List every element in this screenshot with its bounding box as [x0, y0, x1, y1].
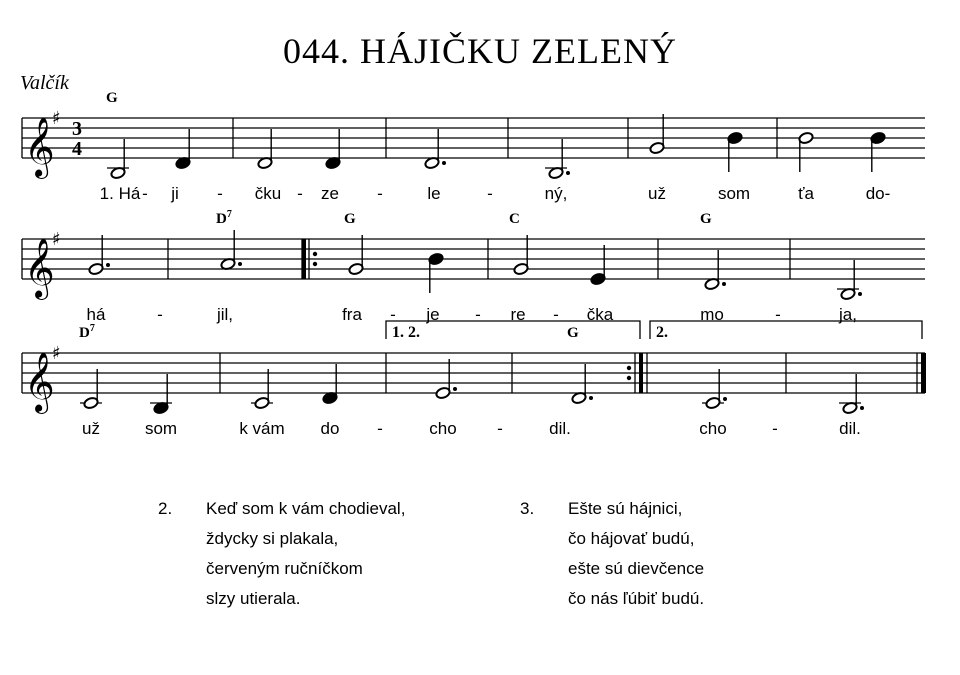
lyric-hyphen: - — [775, 305, 781, 324]
chord-symbol: C — [509, 211, 520, 227]
lyric-hyphen: - — [297, 184, 303, 203]
lyric-syllable: som — [717, 184, 751, 203]
song-title: 044. HÁJIČKU ZELENÝ — [283, 31, 677, 71]
verse-line: Ešte sú hájnici, — [568, 499, 683, 518]
final-barline-thick — [921, 353, 926, 393]
lyric-syllable: je — [426, 305, 440, 324]
verse-line: ždycky si plakala, — [206, 529, 339, 548]
lyric-syllable: čka — [586, 305, 614, 324]
lyric-hyphen: - — [475, 305, 481, 324]
lyric-hyphen: - — [377, 419, 383, 438]
lyric-syllable: už — [82, 419, 100, 438]
sharp-icon: ♯ — [52, 229, 61, 250]
chord-symbol: G — [344, 211, 356, 227]
repeat-dot — [313, 252, 317, 256]
augmentation-dot — [722, 282, 726, 286]
time-signature-bottom: 4 — [72, 138, 82, 160]
lyric-syllable: k vám — [239, 419, 285, 438]
lyric-hyphen: - — [142, 184, 148, 203]
lyric-syllable: do- — [865, 184, 891, 203]
volta-label-2: 2. — [656, 324, 668, 341]
lyric-syllable: re — [510, 305, 526, 324]
volta-bracket-2 — [650, 321, 922, 339]
lyric-syllable: ný, — [544, 184, 568, 203]
lyric-syllable: dil. — [839, 419, 861, 438]
lyric-syllable: ji — [171, 184, 179, 203]
lyric-hyphen: - — [157, 305, 163, 324]
chord-symbol: $D^7$ — [79, 323, 95, 341]
lyric-syllable: ja, — [839, 305, 857, 324]
lyric-syllable: ťa — [798, 184, 814, 203]
augmentation-dot — [589, 396, 593, 400]
treble-clef-icon: 𝄞 — [24, 238, 55, 298]
lyric-syllable: cho — [429, 419, 457, 438]
verse-number: 3. — [520, 499, 535, 518]
augmentation-dot — [566, 171, 570, 175]
lyric-syllable: dil. — [549, 419, 571, 438]
lyric-syllable: čku — [254, 184, 282, 203]
verse-line: slzy utierala. — [206, 589, 301, 608]
volta-label-1: 1. 2. — [392, 324, 420, 341]
lyric-syllable: ze — [321, 184, 339, 203]
repeat-start-thick — [302, 239, 306, 279]
lyric-hyphen: - — [553, 305, 559, 324]
chord-symbol: $D^7$ — [216, 209, 232, 227]
lyric-syllable: mo — [700, 305, 724, 324]
repeat-dot — [627, 366, 631, 370]
treble-clef-icon: 𝄞 — [24, 117, 55, 177]
repeat-end-thick — [639, 353, 643, 393]
lyric-syllable: som — [144, 419, 178, 438]
augmentation-dot — [858, 292, 862, 296]
verse-line: čo nás ľúbiť budú. — [568, 589, 705, 608]
verse-line: čo hájovať budú, — [568, 529, 695, 548]
lyric-hyphen: - — [772, 419, 778, 438]
lyric-syllable: už — [648, 184, 666, 203]
augmentation-dot — [453, 387, 457, 391]
lyric-syllable: cho — [699, 419, 727, 438]
lyric-syllable: 1. Há — [99, 184, 141, 203]
chord-symbol: G — [700, 211, 712, 227]
lyric-syllable: fra — [342, 305, 362, 324]
lyric-syllable: jil, — [216, 305, 234, 324]
sharp-icon: ♯ — [52, 343, 61, 364]
lyric-syllable: le — [427, 184, 441, 203]
tempo-marking: Valčík — [20, 72, 69, 94]
augmentation-dot — [238, 262, 242, 266]
augmentation-dot — [723, 397, 727, 401]
lyric-hyphen: - — [487, 184, 493, 203]
sharp-icon: ♯ — [52, 108, 61, 129]
verse-line: červeným ručníčkom — [206, 559, 363, 578]
verse-number: 2. — [158, 499, 173, 518]
chord-symbol: G — [106, 90, 118, 106]
lyric-syllable: do — [320, 419, 340, 438]
augmentation-dot — [442, 161, 446, 165]
augmentation-dot — [106, 263, 110, 267]
lyric-syllable: há — [86, 305, 106, 324]
time-signature-top: 3 — [72, 118, 82, 140]
verse-line: Keď som k vám chodieval, — [206, 499, 406, 518]
repeat-dot — [627, 376, 631, 380]
lyric-hyphen: - — [377, 184, 383, 203]
chord-symbol: G — [567, 325, 579, 341]
lyric-hyphen: - — [497, 419, 503, 438]
treble-clef-icon: 𝄞 — [24, 352, 55, 412]
repeat-dot — [313, 262, 317, 266]
verse-line: ešte sú dievčence — [568, 559, 705, 578]
lyric-hyphen: - — [390, 305, 396, 324]
lyric-hyphen: - — [217, 184, 223, 203]
augmentation-dot — [860, 406, 864, 410]
